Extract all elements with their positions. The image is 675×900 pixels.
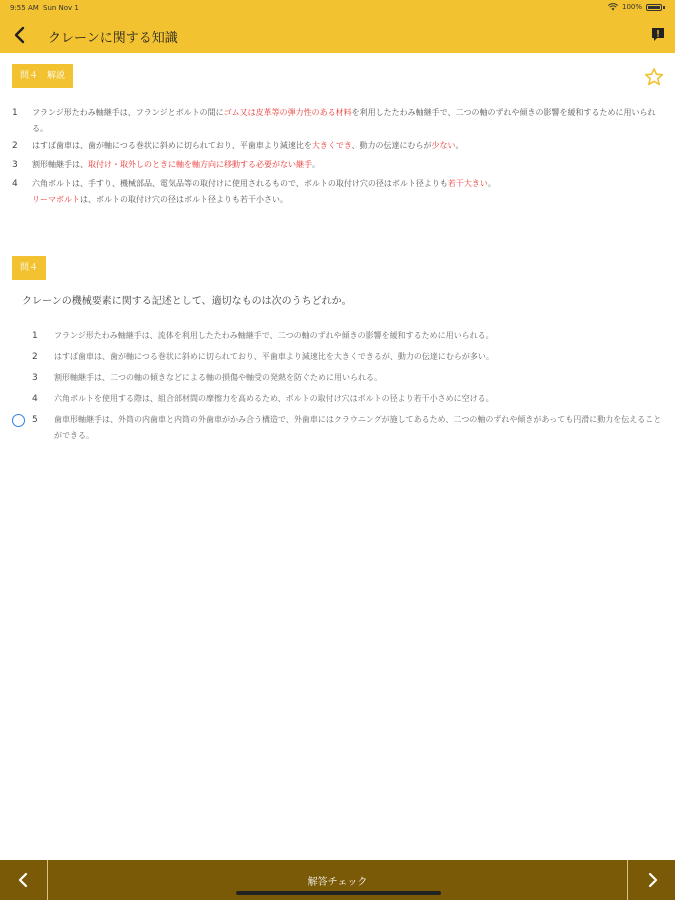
explanation-tag: 問４ 解説 xyxy=(12,64,73,88)
status-bar xyxy=(0,0,675,17)
back-chevron-icon[interactable] xyxy=(9,24,31,46)
explanation-text xyxy=(32,176,662,208)
explanation-number: 2 xyxy=(12,141,18,151)
chevron-left-icon xyxy=(17,872,31,888)
choice-item[interactable] xyxy=(12,391,662,407)
choice-item[interactable] xyxy=(12,349,662,365)
question-tag: 問４ xyxy=(12,256,46,280)
explanation-fragment: フランジ形たわみ軸継手は、フランジとボルトの間に xyxy=(32,108,224,117)
status-indicators xyxy=(608,3,665,11)
choice-item[interactable] xyxy=(12,412,662,444)
wifi-icon xyxy=(608,3,618,11)
explanation-number: 4 xyxy=(12,179,18,189)
answer-check-button[interactable]: 解答チェック xyxy=(307,877,368,888)
explanation-fragment: 六角ボルトは、手すり、機械部品、電気品等の取付けに使用されるもので、ボルトの取付け穴の径はボルト径よりも xyxy=(32,179,448,188)
explanation-fragment: はすば歯車は、歯が軸につる巻状に斜めに切られており、平歯車より減速比を xyxy=(32,141,312,150)
explanation-fragment: 割形軸継手は、 xyxy=(32,160,88,169)
report-icon[interactable] xyxy=(650,26,666,44)
highlight-text: 若干大きい xyxy=(447,179,488,188)
explanation-item xyxy=(12,176,662,208)
explanation-item xyxy=(12,157,662,173)
status-date: Sun Nov 1 xyxy=(43,4,79,12)
highlight-text: リーマボルト xyxy=(32,195,80,204)
question-text: クレーンの機械要素に関する記述として、適切なものは次のうちどれか。 xyxy=(22,296,352,307)
choice-number: 4 xyxy=(32,394,38,404)
battery-icon xyxy=(646,4,662,11)
highlight-text: 取付け・取外しのときに軸を軸方向に移動する必要がない継手 xyxy=(88,160,312,169)
chevron-right-icon xyxy=(645,872,659,888)
previous-button[interactable] xyxy=(0,860,48,900)
highlight-text: 少ない xyxy=(431,141,456,150)
choice-item[interactable] xyxy=(12,370,662,386)
choice-text: はすば歯車は、歯が軸につる巻状に斜めに切られており、平歯車より減速比を大きくできるが、動力の伝達にむらが多い。 xyxy=(54,352,494,361)
explanation-text xyxy=(32,105,662,137)
choice-text: フランジ形たわみ軸継手は、流体を利用したたわみ軸継手で、二つの軸のずれや傾きの影響を緩和するために用いられる。 xyxy=(54,331,494,340)
page-title: クレーンに関する知識 xyxy=(48,31,178,46)
explanation-fragment: 。 xyxy=(487,179,496,188)
battery-tip xyxy=(663,6,665,9)
explanation-text xyxy=(32,157,662,173)
choice-number: 3 xyxy=(32,373,38,383)
choice-text: 歯車形軸継手は、外筒の内歯車と内筒の外歯車がかみ合う構造で、外歯車にはクラウニングが施してあるため、二つの軸のずれや傾きがあっても円滑に動力を伝えることができる。 xyxy=(54,415,662,440)
nav-bar xyxy=(0,17,675,53)
choice-item[interactable] xyxy=(12,328,662,344)
explanation-fragment: 。 xyxy=(455,141,464,150)
home-indicator xyxy=(236,891,441,895)
battery-percent: 100% xyxy=(621,3,642,11)
highlight-text: 大きくでき xyxy=(311,141,352,150)
choice-text: 割形軸継手は、二つの軸の傾きなどによる軸の損傷や軸受の発熱を防ぐために用いられる。 xyxy=(54,373,382,382)
choice-number: 1 xyxy=(32,331,38,341)
explanation-fragment: は、ボルトの取付け穴の径はボルト径よりも若干小さい。 xyxy=(80,195,288,204)
choice-number: 2 xyxy=(32,352,38,362)
explanation-fragment: を利用したたわみ軸継手で、二つの軸のずれや傾きの影響を緩和するために用いられる。 xyxy=(32,108,656,133)
radio-button[interactable] xyxy=(12,414,25,427)
favorite-star-icon[interactable] xyxy=(644,67,664,87)
next-button[interactable] xyxy=(627,860,675,900)
explanation-fragment: 、動力の伝達にむらが xyxy=(351,141,432,150)
explanation-number: 1 xyxy=(12,108,18,118)
explanation-item xyxy=(12,105,662,137)
status-time: 9:55 AM xyxy=(10,4,39,12)
explanation-item xyxy=(12,138,662,154)
explanation-number: 3 xyxy=(12,160,18,170)
choice-text: 六角ボルトを使用する際は、組合部材間の摩擦力を高めるため、ボルトの取付け穴はボルトの径より若干小さめに空ける。 xyxy=(54,394,494,403)
explanation-fragment: 。 xyxy=(312,160,320,169)
choice-number: 5 xyxy=(32,415,38,425)
highlight-text: ゴム又は皮革等の弾力性のある材料 xyxy=(223,108,352,117)
explanation-text xyxy=(32,138,662,154)
